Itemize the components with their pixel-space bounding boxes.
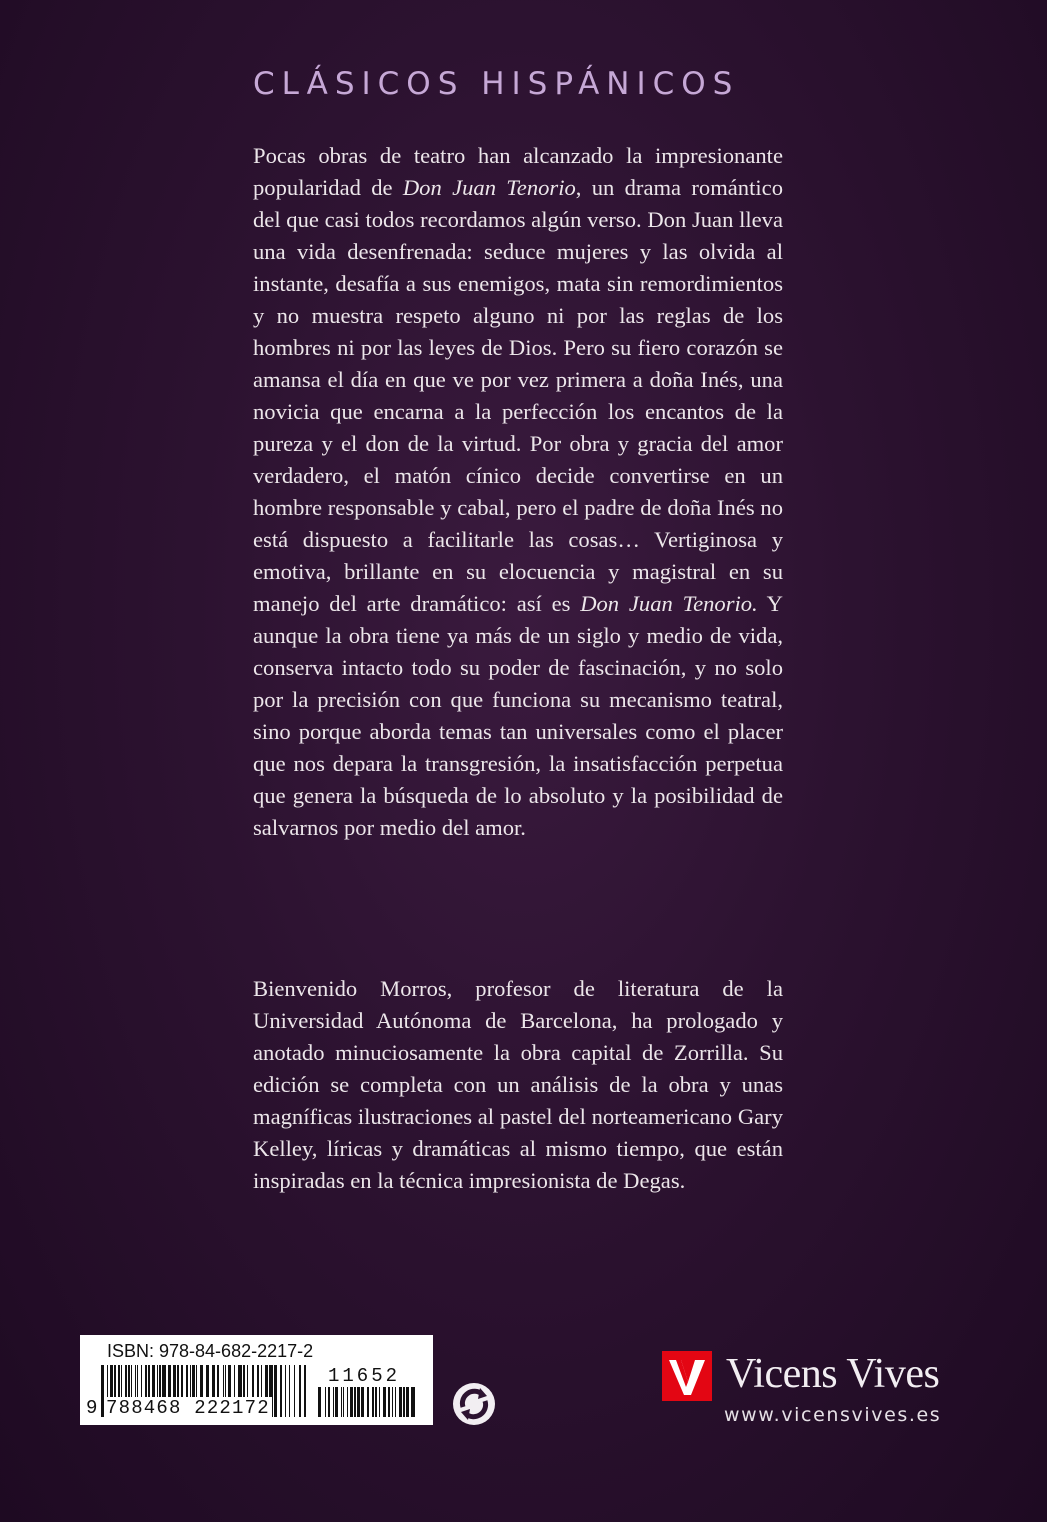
addon-barcode-bars: [318, 1387, 416, 1417]
barcode-lead-digit: 9: [86, 1397, 98, 1419]
work-title-repeat: Don Juan Tenorio.: [580, 591, 758, 616]
series-title: CLÁSICOS HISPÁNICOS: [253, 66, 740, 102]
recycle-icon: [451, 1381, 497, 1427]
publisher-name: Vicens Vives: [726, 1351, 940, 1397]
publisher-url: www.vicensvives.es: [724, 1404, 942, 1426]
barcode-digits: 788468 222172: [106, 1397, 270, 1419]
work-title: Don Juan Tenorio: [402, 175, 576, 200]
synopsis-text-a: Pocas obras de teatro han alcanzado la impresionante popularidad de: [253, 143, 783, 200]
isbn-label: ISBN: 978-84-682-2217-2: [107, 1341, 314, 1361]
synopsis-text-b: , un drama romántico del que casi todos recordamos algún verso. Don Juan lleva una vida desenfrenada: seduce mujeres y las olvida al instante, desafía a sus enemigos, mata sin remordimientos y no muestra respeto alguno ni por las reglas de los hombres ni por las leyes de Dios. Pero su fiero corazón se amansa el día en que ve por vez primera a doña Inés, una novicia que encarna a la perfección los encantos de la pureza y el don de la virtud. Por obra y gracia del amor verdadero, el matón cínico decide convertirse en un hombre responsable y cabal, pero el padre de doña Inés no está dispuesto a facilitarle las cosas… Vertiginosa y emotiva, brillante en su elocuencia y magistral en su manejo del arte dramático: así es: [253, 175, 783, 616]
barcode-addon-digits: 11652: [328, 1365, 401, 1387]
synopsis-text-c: Y aunque la obra tiene ya más de un siglo y medio de vida, conserva intacto todo su poder de fascinación, y no solo por la precisión con que funciona su mecanismo teatral, sino porque aborda temas tan universales como el placer que nos depara la transgresión, la insatisfacción perpetua que genera la búsqueda de lo absoluto y la posibilidad de salvarnos por medio del amor.: [253, 591, 783, 840]
synopsis-paragraph: [253, 140, 783, 844]
isbn-barcode: [80, 1335, 433, 1425]
editor-paragraph: Bienvenido Morros, profesor de literatura de la Universidad Autónoma de Barcelona, ha prologado y anotado minuciosamente la obra capital de Zorrilla. Su edición se completa con un análisis de la obra y unas magníficas ilustraciones al pastel del norteamericano Gary Kelley, líricas y dramáticas al mismo tiempo, que están inspiradas en la técnica impresionista de Degas.: [253, 976, 783, 1193]
vicens-vives-logo-icon: [662, 1351, 712, 1401]
